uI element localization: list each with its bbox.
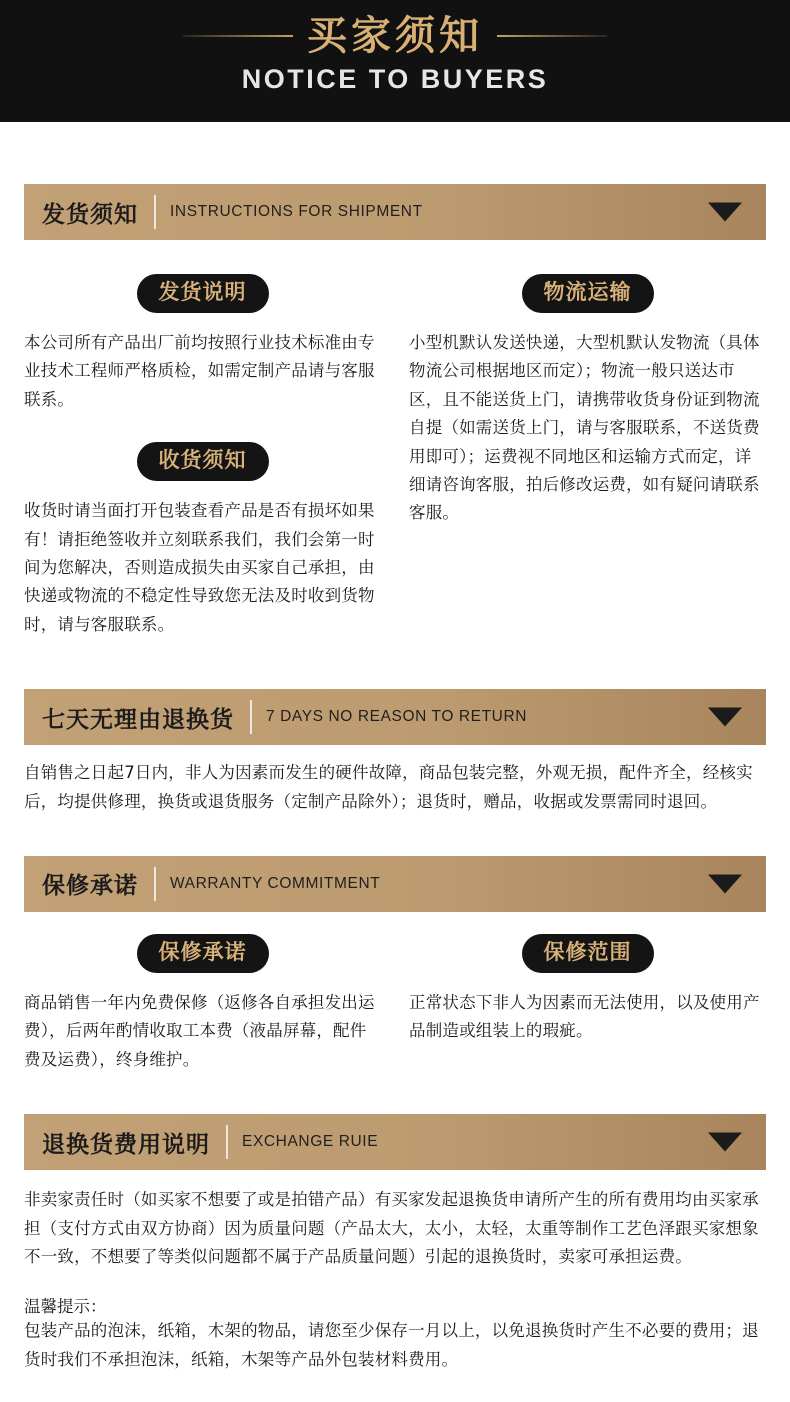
chevron-down-icon[interactable] [708, 708, 742, 727]
page-header [0, 0, 790, 122]
section-header-seven-day-return[interactable] [24, 689, 766, 745]
pill-logistics: 物流运输 [522, 274, 654, 313]
section-seven-day-return [0, 689, 790, 816]
tip-text: 包装产品的泡沫，纸箱，木架的物品，请您至少保存一月以上，以免退换货时产生不必要的费用；退货时我们不承担泡沫，纸箱，木架等产品外包装材料费用。 [24, 1321, 759, 1369]
section-title-en: INSTRUCTIONS FOR SHIPMENT [170, 203, 423, 220]
warranty-right-column [409, 934, 766, 1074]
pill-shipping-note: 发货说明 [137, 274, 269, 313]
section-divider [154, 867, 156, 901]
logistics-text: 小型机默认发送快递，大型机默认发物流（具体物流公司根据地区而定）；物流一般只送达市区，且不能送货上门，请携带收货身份证到物流自提（如需送货上门，请与客服联系，不送货费用即可）；运费视不同地区和运输方式而定，详细请咨询客服，拍后修改运费，如有疑问请联系客服。 [409, 333, 760, 523]
section-warranty [0, 856, 790, 1074]
header-rule-right [497, 35, 607, 37]
page-title-cn: 买家须知 [307, 13, 483, 59]
shipping-note-text: 本公司所有产品出厂前均按照行业技术标准由专业技术工程师严格质检，如需定制产品请与客服联系。 [24, 333, 375, 409]
pill-wrap-shipping-note [24, 274, 381, 313]
tip-title: 温馨提示： [24, 1297, 107, 1317]
shipment-left-column [24, 274, 381, 639]
header-title-row [0, 0, 790, 59]
chevron-down-icon[interactable] [708, 1133, 742, 1152]
section-divider [154, 195, 156, 229]
section-shipment [0, 184, 790, 639]
pill-wrap-receiving-note [24, 442, 381, 481]
section-header-warranty[interactable] [24, 856, 766, 912]
chevron-down-icon[interactable] [708, 203, 742, 222]
pill-wrap-warranty-scope [409, 934, 766, 973]
page-title-en: NOTICE TO BUYERS [241, 64, 549, 94]
section-title-en: 7 DAYS NO REASON TO RETURN [266, 708, 528, 726]
header-rule-left [183, 35, 293, 37]
warranty-scope-text: 正常状态下非人为因素而无法使用，以及使用产品制造或组装上的瑕疵。 [409, 993, 760, 1041]
section-title-en: EXCHANGE RUIE [242, 1133, 379, 1151]
warranty-columns [24, 934, 766, 1074]
warranty-promise-text: 商品销售一年内免费保修（返修各自承担发出运费），后两年酌情收取工本费（液晶屏幕，配件费及运费），终身维护。 [24, 993, 375, 1069]
pill-wrap-warranty-promise [24, 934, 381, 973]
shipment-right-column [409, 274, 766, 639]
exchange-fee-text: 非卖家责任时（如买家不想要了或是拍错产品）有买家发起退换货申请所产生的所有费用均由买家承担（支付方式由双方协商）因为质量问题（产品太大，太小，太轻，太重等制作工艺色泽跟买家想象不一致，不想要了等类似问题都不属于产品质量问题）引起的退换货时，卖家可承担运费。 [24, 1190, 759, 1266]
section-header-exchange-fee[interactable] [24, 1114, 766, 1170]
pill-warranty-scope: 保修范围 [522, 934, 654, 973]
section-title-cn: 七天无理由退换货 [42, 706, 234, 733]
section-title-en: WARRANTY COMMITMENT [170, 874, 381, 892]
pill-warranty-promise: 保修承诺 [137, 934, 269, 973]
section-divider [250, 700, 252, 734]
section-title-cn: 保修承诺 [42, 873, 138, 900]
receiving-note-text: 收货时请当面打开包装查看产品是否有损坏如果有！请拒绝签收并立刻联系我们，我们会第一时间为您解决，否则造成损失由买家自己承担，由快递或物流的不稳定性导致您无法及时收到货物时，请与客服联系。 [24, 501, 375, 634]
warranty-left-column [24, 934, 381, 1074]
section-divider [226, 1125, 228, 1159]
seven-day-return-text: 自销售之日起7日内，非人为因素而发生的硬件故障，商品包装完整，外观无损，配件齐全，经核实后，均提供修理，换货或退货服务（定制产品除外）；退货时，赠品，收据或发票需同时退回。 [24, 763, 753, 811]
pill-wrap-logistics [409, 274, 766, 313]
section-exchange-fee [0, 1114, 790, 1374]
section-title-cn: 退换货费用说明 [42, 1131, 210, 1158]
chevron-down-icon[interactable] [708, 874, 742, 893]
section-header-shipment[interactable] [24, 184, 766, 240]
section-title-cn: 发货须知 [42, 201, 138, 228]
shipment-columns [24, 274, 766, 639]
pill-receiving-note: 收货须知 [137, 442, 269, 481]
